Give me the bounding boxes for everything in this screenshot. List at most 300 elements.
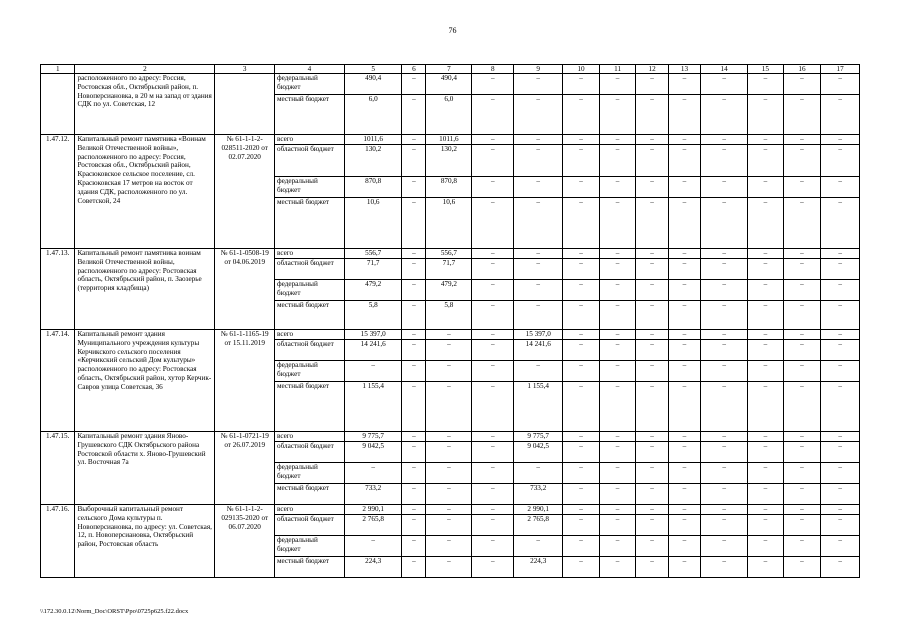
amount-cell: – (748, 135, 784, 145)
amount-cell: – (514, 361, 563, 382)
amount-cell: – (821, 95, 860, 135)
amount-cell: – (748, 74, 784, 95)
amount-cell: – (668, 198, 700, 249)
table-row (41, 330, 860, 340)
amount-cell: 479,2 (426, 280, 472, 301)
expertise-code (215, 74, 275, 135)
amount-cell: – (748, 382, 784, 432)
file-path-footer: \\172.30.0.12\Norm_Doc\ORST\Ppo\0725p625.f22.docx (40, 608, 189, 615)
amount-cell: – (821, 484, 860, 505)
amount-cell: – (668, 442, 700, 463)
amount-cell: – (563, 280, 600, 301)
amount-cell: – (701, 361, 748, 382)
funding-source: всего (274, 330, 344, 340)
column-header: 6 (402, 65, 426, 74)
amount-cell: – (599, 135, 636, 145)
amount-cell: – (783, 177, 821, 198)
amount-cell: – (599, 177, 636, 198)
amount-cell: – (472, 280, 514, 301)
amount-cell: 5,8 (426, 301, 472, 330)
amount-cell: – (636, 536, 668, 557)
amount-cell: – (599, 249, 636, 259)
amount-cell: – (821, 382, 860, 432)
amount-cell: – (636, 442, 668, 463)
funding-source: местный бюджет (274, 382, 344, 432)
funding-source: федеральный бюджет (274, 280, 344, 301)
amount-cell: – (402, 340, 426, 361)
amount-cell: 2 990,1 (514, 505, 563, 515)
amount-cell: – (701, 249, 748, 259)
funding-source: местный бюджет (274, 95, 344, 135)
amount-cell: 15 397,0 (514, 330, 563, 340)
amount-cell: – (599, 301, 636, 330)
amount-cell: – (599, 382, 636, 432)
amount-cell: 1011,6 (344, 135, 401, 145)
amount-cell: – (472, 432, 514, 442)
amount-cell: – (472, 198, 514, 249)
amount-cell: 2 765,8 (344, 515, 401, 536)
funding-source: областной бюджет (274, 145, 344, 177)
amount-cell: 6,0 (426, 95, 472, 135)
amount-cell: – (748, 249, 784, 259)
amount-cell: – (402, 432, 426, 442)
amount-cell: 5,8 (344, 301, 401, 330)
object-name: Выборочный капитальный ремонт сельского Дома культуры п. Новоперсиановка, по адресу: ул. Советская, 12, п. Новоперсиановка, Октябрьский район, Ростовская область (75, 505, 215, 578)
amount-cell: – (636, 198, 668, 249)
amount-cell: – (783, 259, 821, 280)
amount-cell: – (783, 301, 821, 330)
amount-cell: – (783, 463, 821, 484)
amount-cell: – (426, 557, 472, 578)
column-header: 1 (41, 65, 75, 74)
amount-cell: – (472, 95, 514, 135)
expertise-code: № 61-1-0721-19 от 26.07.2019 (215, 432, 275, 505)
column-header: 14 (701, 65, 748, 74)
funding-source: местный бюджет (274, 198, 344, 249)
amount-cell: – (821, 249, 860, 259)
amount-cell: – (783, 340, 821, 361)
item-number: 1.47.13. (41, 249, 75, 330)
amount-cell: – (599, 361, 636, 382)
amount-cell: – (426, 330, 472, 340)
amount-cell: – (599, 259, 636, 280)
amount-cell: – (563, 432, 600, 442)
amount-cell: – (668, 177, 700, 198)
amount-cell: – (783, 74, 821, 95)
amount-cell: 490,4 (426, 74, 472, 95)
amount-cell: – (599, 95, 636, 135)
table-row (41, 74, 860, 95)
amount-cell: – (514, 463, 563, 484)
amount-cell: – (563, 95, 600, 135)
amount-cell: – (748, 361, 784, 382)
amount-cell: – (563, 259, 600, 280)
amount-cell: – (563, 249, 600, 259)
amount-cell: – (636, 484, 668, 505)
amount-cell: – (636, 557, 668, 578)
amount-cell: – (668, 432, 700, 442)
amount-cell: – (821, 515, 860, 536)
amount-cell: – (472, 536, 514, 557)
amount-cell: – (821, 505, 860, 515)
amount-cell: – (402, 361, 426, 382)
amount-cell: – (821, 536, 860, 557)
amount-cell: – (402, 515, 426, 536)
amount-cell: – (783, 432, 821, 442)
amount-cell: 733,2 (344, 484, 401, 505)
amount-cell: – (472, 145, 514, 177)
amount-cell: 130,2 (344, 145, 401, 177)
column-header: 12 (636, 65, 668, 74)
amount-cell: – (821, 177, 860, 198)
amount-cell: – (599, 442, 636, 463)
amount-cell: – (402, 259, 426, 280)
amount-cell: – (636, 177, 668, 198)
amount-cell: – (472, 361, 514, 382)
amount-cell: 1011,6 (426, 135, 472, 145)
amount-cell: – (426, 442, 472, 463)
amount-cell: – (821, 259, 860, 280)
amount-cell: – (748, 95, 784, 135)
amount-cell: – (402, 301, 426, 330)
amount-cell: – (402, 536, 426, 557)
amount-cell: – (636, 135, 668, 145)
amount-cell: – (821, 198, 860, 249)
amount-cell: – (636, 505, 668, 515)
amount-cell: – (701, 330, 748, 340)
amount-cell: – (563, 463, 600, 484)
amount-cell: – (636, 249, 668, 259)
amount-cell: – (402, 177, 426, 198)
amount-cell: 870,8 (344, 177, 401, 198)
amount-cell: – (821, 280, 860, 301)
amount-cell: – (472, 382, 514, 432)
amount-cell: – (599, 557, 636, 578)
amount-cell: – (514, 301, 563, 330)
item-number: 1.47.16. (41, 505, 75, 578)
object-name: Капитальный ремонт здания Муниципального учреждения культуры Керчикского сельского поселения «Керчикский сельский Дом культуры» расположенного по адресу: Ростовская область, Октябрьский район, хутор Керчик-Савров улица Советская, 36 (75, 330, 215, 432)
amount-cell: 1 155,4 (344, 382, 401, 432)
amount-cell: – (599, 515, 636, 536)
amount-cell: – (783, 198, 821, 249)
amount-cell: – (748, 330, 784, 340)
amount-cell: – (668, 536, 700, 557)
amount-cell: – (668, 249, 700, 259)
amount-cell: – (701, 515, 748, 536)
amount-cell: – (701, 505, 748, 515)
amount-cell: – (599, 330, 636, 340)
amount-cell: – (344, 463, 401, 484)
amount-cell: – (748, 515, 784, 536)
object-name: Капитальный ремонт памятника «Воинам Великой Отечественной войны», расположенного по адресу: Россия, Ростовская обл., Октябрьский район, Красюковское сельское поселение, сл. Красюковская 17 метров на восток от здания СДК, расположенного по ул. Советской, 24 (75, 135, 215, 249)
amount-cell: – (701, 301, 748, 330)
amount-cell: – (668, 515, 700, 536)
amount-cell: – (563, 177, 600, 198)
amount-cell: – (821, 463, 860, 484)
amount-cell: – (472, 557, 514, 578)
column-header: 15 (748, 65, 784, 74)
amount-cell: – (821, 340, 860, 361)
amount-cell: 556,7 (344, 249, 401, 259)
amount-cell: – (668, 259, 700, 280)
amount-cell: – (426, 361, 472, 382)
amount-cell: – (426, 515, 472, 536)
column-header: 2 (75, 65, 215, 74)
column-header: 11 (599, 65, 636, 74)
amount-cell: – (701, 135, 748, 145)
amount-cell: – (821, 442, 860, 463)
amount-cell: – (783, 280, 821, 301)
amount-cell: – (402, 330, 426, 340)
amount-cell: – (563, 361, 600, 382)
amount-cell: – (668, 382, 700, 432)
funding-source: местный бюджет (274, 484, 344, 505)
amount-cell: – (514, 135, 563, 145)
funding-source: всего (274, 249, 344, 259)
amount-cell: – (426, 382, 472, 432)
amount-cell: – (514, 74, 563, 95)
amount-cell: 1 155,4 (514, 382, 563, 432)
column-header: 4 (274, 65, 344, 74)
amount-cell: – (402, 442, 426, 463)
funding-source: федеральный бюджет (274, 74, 344, 95)
amount-cell: – (636, 361, 668, 382)
amount-cell: – (426, 536, 472, 557)
amount-cell: – (701, 432, 748, 442)
amount-cell: – (783, 330, 821, 340)
amount-cell: – (402, 484, 426, 505)
amount-cell: – (472, 463, 514, 484)
amount-cell: 9 042,5 (514, 442, 563, 463)
item-number (41, 74, 75, 135)
amount-cell: 224,3 (514, 557, 563, 578)
amount-cell: 71,7 (344, 259, 401, 280)
amount-cell: – (783, 249, 821, 259)
amount-cell: – (563, 340, 600, 361)
amount-cell: – (668, 135, 700, 145)
amount-cell: – (563, 74, 600, 95)
amount-cell: – (783, 505, 821, 515)
table-row (41, 249, 860, 259)
amount-cell: – (472, 249, 514, 259)
item-number: 1.47.12. (41, 135, 75, 249)
amount-cell: – (636, 515, 668, 536)
amount-cell: – (701, 177, 748, 198)
amount-cell: – (668, 95, 700, 135)
amount-cell: – (783, 95, 821, 135)
funding-source: местный бюджет (274, 557, 344, 578)
amount-cell: – (821, 432, 860, 442)
amount-cell: – (599, 432, 636, 442)
amount-cell: – (636, 463, 668, 484)
amount-cell: – (563, 515, 600, 536)
amount-cell: 10,6 (426, 198, 472, 249)
amount-cell: – (599, 463, 636, 484)
amount-cell: 479,2 (344, 280, 401, 301)
amount-cell: – (748, 484, 784, 505)
amount-cell: – (599, 74, 636, 95)
amount-cell: – (472, 301, 514, 330)
object-name: Капитальный ремонт памятника воинам Великой Отечественной войны, расположенного по адресу: Ростовская область, Октябрьский район, п. Заозерье (территория кладбища) (75, 249, 215, 330)
table-row (41, 432, 860, 442)
column-header: 10 (563, 65, 600, 74)
amount-cell: – (599, 484, 636, 505)
amount-cell: – (636, 95, 668, 135)
amount-cell: – (748, 198, 784, 249)
amount-cell: – (821, 361, 860, 382)
amount-cell: – (599, 145, 636, 177)
amount-cell: – (636, 145, 668, 177)
column-header: 5 (344, 65, 401, 74)
funding-source: всего (274, 135, 344, 145)
amount-cell: 9 775,7 (344, 432, 401, 442)
column-header: 8 (472, 65, 514, 74)
item-number: 1.47.14. (41, 330, 75, 432)
amount-cell: – (668, 505, 700, 515)
amount-cell: 490,4 (344, 74, 401, 95)
amount-cell: – (514, 536, 563, 557)
amount-cell: 14 241,6 (514, 340, 563, 361)
amount-cell: – (701, 145, 748, 177)
amount-cell: – (668, 463, 700, 484)
funding-source: федеральный бюджет (274, 463, 344, 484)
funding-source: областной бюджет (274, 259, 344, 280)
amount-cell: – (599, 340, 636, 361)
amount-cell: – (783, 361, 821, 382)
amount-cell: – (514, 259, 563, 280)
amount-cell: – (426, 463, 472, 484)
amount-cell: – (636, 280, 668, 301)
amount-cell: – (701, 463, 748, 484)
amount-cell: – (402, 145, 426, 177)
amount-cell: – (783, 484, 821, 505)
amount-cell: 2 765,8 (514, 515, 563, 536)
expertise-code: № 61-1-1-2-028511-2020 от 02.07.2020 (215, 135, 275, 249)
object-name: Капитальный ремонт здания Яново-Грушевского СДК Октябрьского района Ростовской области х. Яново-Грушевский ул. Восточная 7а (75, 432, 215, 505)
page-number: 76 (448, 26, 457, 35)
amount-cell: – (472, 484, 514, 505)
amount-cell: – (701, 198, 748, 249)
amount-cell: – (563, 330, 600, 340)
amount-cell: – (748, 505, 784, 515)
amount-cell: – (402, 74, 426, 95)
amount-cell: – (701, 536, 748, 557)
amount-cell: – (783, 515, 821, 536)
amount-cell: – (563, 484, 600, 505)
amount-cell: – (472, 135, 514, 145)
amount-cell: – (472, 330, 514, 340)
amount-cell: 15 397,0 (344, 330, 401, 340)
budget-table (40, 64, 860, 578)
amount-cell: – (821, 557, 860, 578)
column-header: 7 (426, 65, 472, 74)
amount-cell: 870,8 (426, 177, 472, 198)
expertise-code: № 61-1-1165-19 от 15.11.2019 (215, 330, 275, 432)
column-header: 17 (821, 65, 860, 74)
amount-cell: – (821, 135, 860, 145)
object-name: расположенного по адресу: Россия, Ростовская обл., Октябрьский район, п. Новоперсиановка, в 20 м на запад от здания СДК по ул. Советская, 12 (75, 74, 215, 135)
amount-cell: – (563, 145, 600, 177)
amount-cell: 733,2 (514, 484, 563, 505)
amount-cell: – (599, 280, 636, 301)
amount-cell: – (636, 432, 668, 442)
amount-cell: – (636, 340, 668, 361)
amount-cell: – (563, 442, 600, 463)
funding-source: всего (274, 505, 344, 515)
amount-cell: – (472, 74, 514, 95)
amount-cell: – (821, 145, 860, 177)
column-header: 13 (668, 65, 700, 74)
amount-cell: – (472, 340, 514, 361)
amount-cell: – (668, 361, 700, 382)
amount-cell: – (783, 145, 821, 177)
amount-cell: – (472, 177, 514, 198)
amount-cell: – (636, 330, 668, 340)
amount-cell: – (748, 536, 784, 557)
amount-cell: – (472, 259, 514, 280)
expertise-code: № 61-1-0508-19 от 04.06.2019 (215, 249, 275, 330)
amount-cell: – (426, 340, 472, 361)
amount-cell: – (701, 259, 748, 280)
amount-cell: – (599, 505, 636, 515)
amount-cell: – (748, 301, 784, 330)
amount-cell: – (668, 330, 700, 340)
column-number-row (41, 65, 860, 74)
table-row (41, 135, 860, 145)
amount-cell: – (402, 505, 426, 515)
funding-source: всего (274, 432, 344, 442)
amount-cell: – (701, 557, 748, 578)
amount-cell: – (748, 259, 784, 280)
column-header: 9 (514, 65, 563, 74)
amount-cell: – (783, 557, 821, 578)
item-number: 1.47.15. (41, 432, 75, 505)
amount-cell: – (783, 442, 821, 463)
amount-cell: – (563, 198, 600, 249)
amount-cell: – (563, 382, 600, 432)
amount-cell: 71,7 (426, 259, 472, 280)
amount-cell: 224,3 (344, 557, 401, 578)
funding-source: местный бюджет (274, 301, 344, 330)
amount-cell: – (402, 249, 426, 259)
amount-cell: – (344, 361, 401, 382)
amount-cell: – (636, 382, 668, 432)
amount-cell: – (514, 145, 563, 177)
amount-cell: – (701, 340, 748, 361)
amount-cell: – (402, 557, 426, 578)
amount-cell: – (402, 382, 426, 432)
amount-cell: – (668, 145, 700, 177)
amount-cell: – (402, 198, 426, 249)
amount-cell: – (783, 382, 821, 432)
amount-cell: – (514, 177, 563, 198)
amount-cell: – (701, 74, 748, 95)
amount-cell: – (426, 484, 472, 505)
amount-cell: – (668, 280, 700, 301)
column-header: 3 (215, 65, 275, 74)
amount-cell: – (701, 280, 748, 301)
amount-cell: – (783, 135, 821, 145)
funding-source: федеральный бюджет (274, 361, 344, 382)
amount-cell: – (821, 330, 860, 340)
amount-cell: – (668, 340, 700, 361)
amount-cell: – (402, 280, 426, 301)
amount-cell: – (563, 505, 600, 515)
amount-cell: – (636, 74, 668, 95)
amount-cell: 6,0 (344, 95, 401, 135)
amount-cell: – (472, 505, 514, 515)
funding-source: областной бюджет (274, 515, 344, 536)
